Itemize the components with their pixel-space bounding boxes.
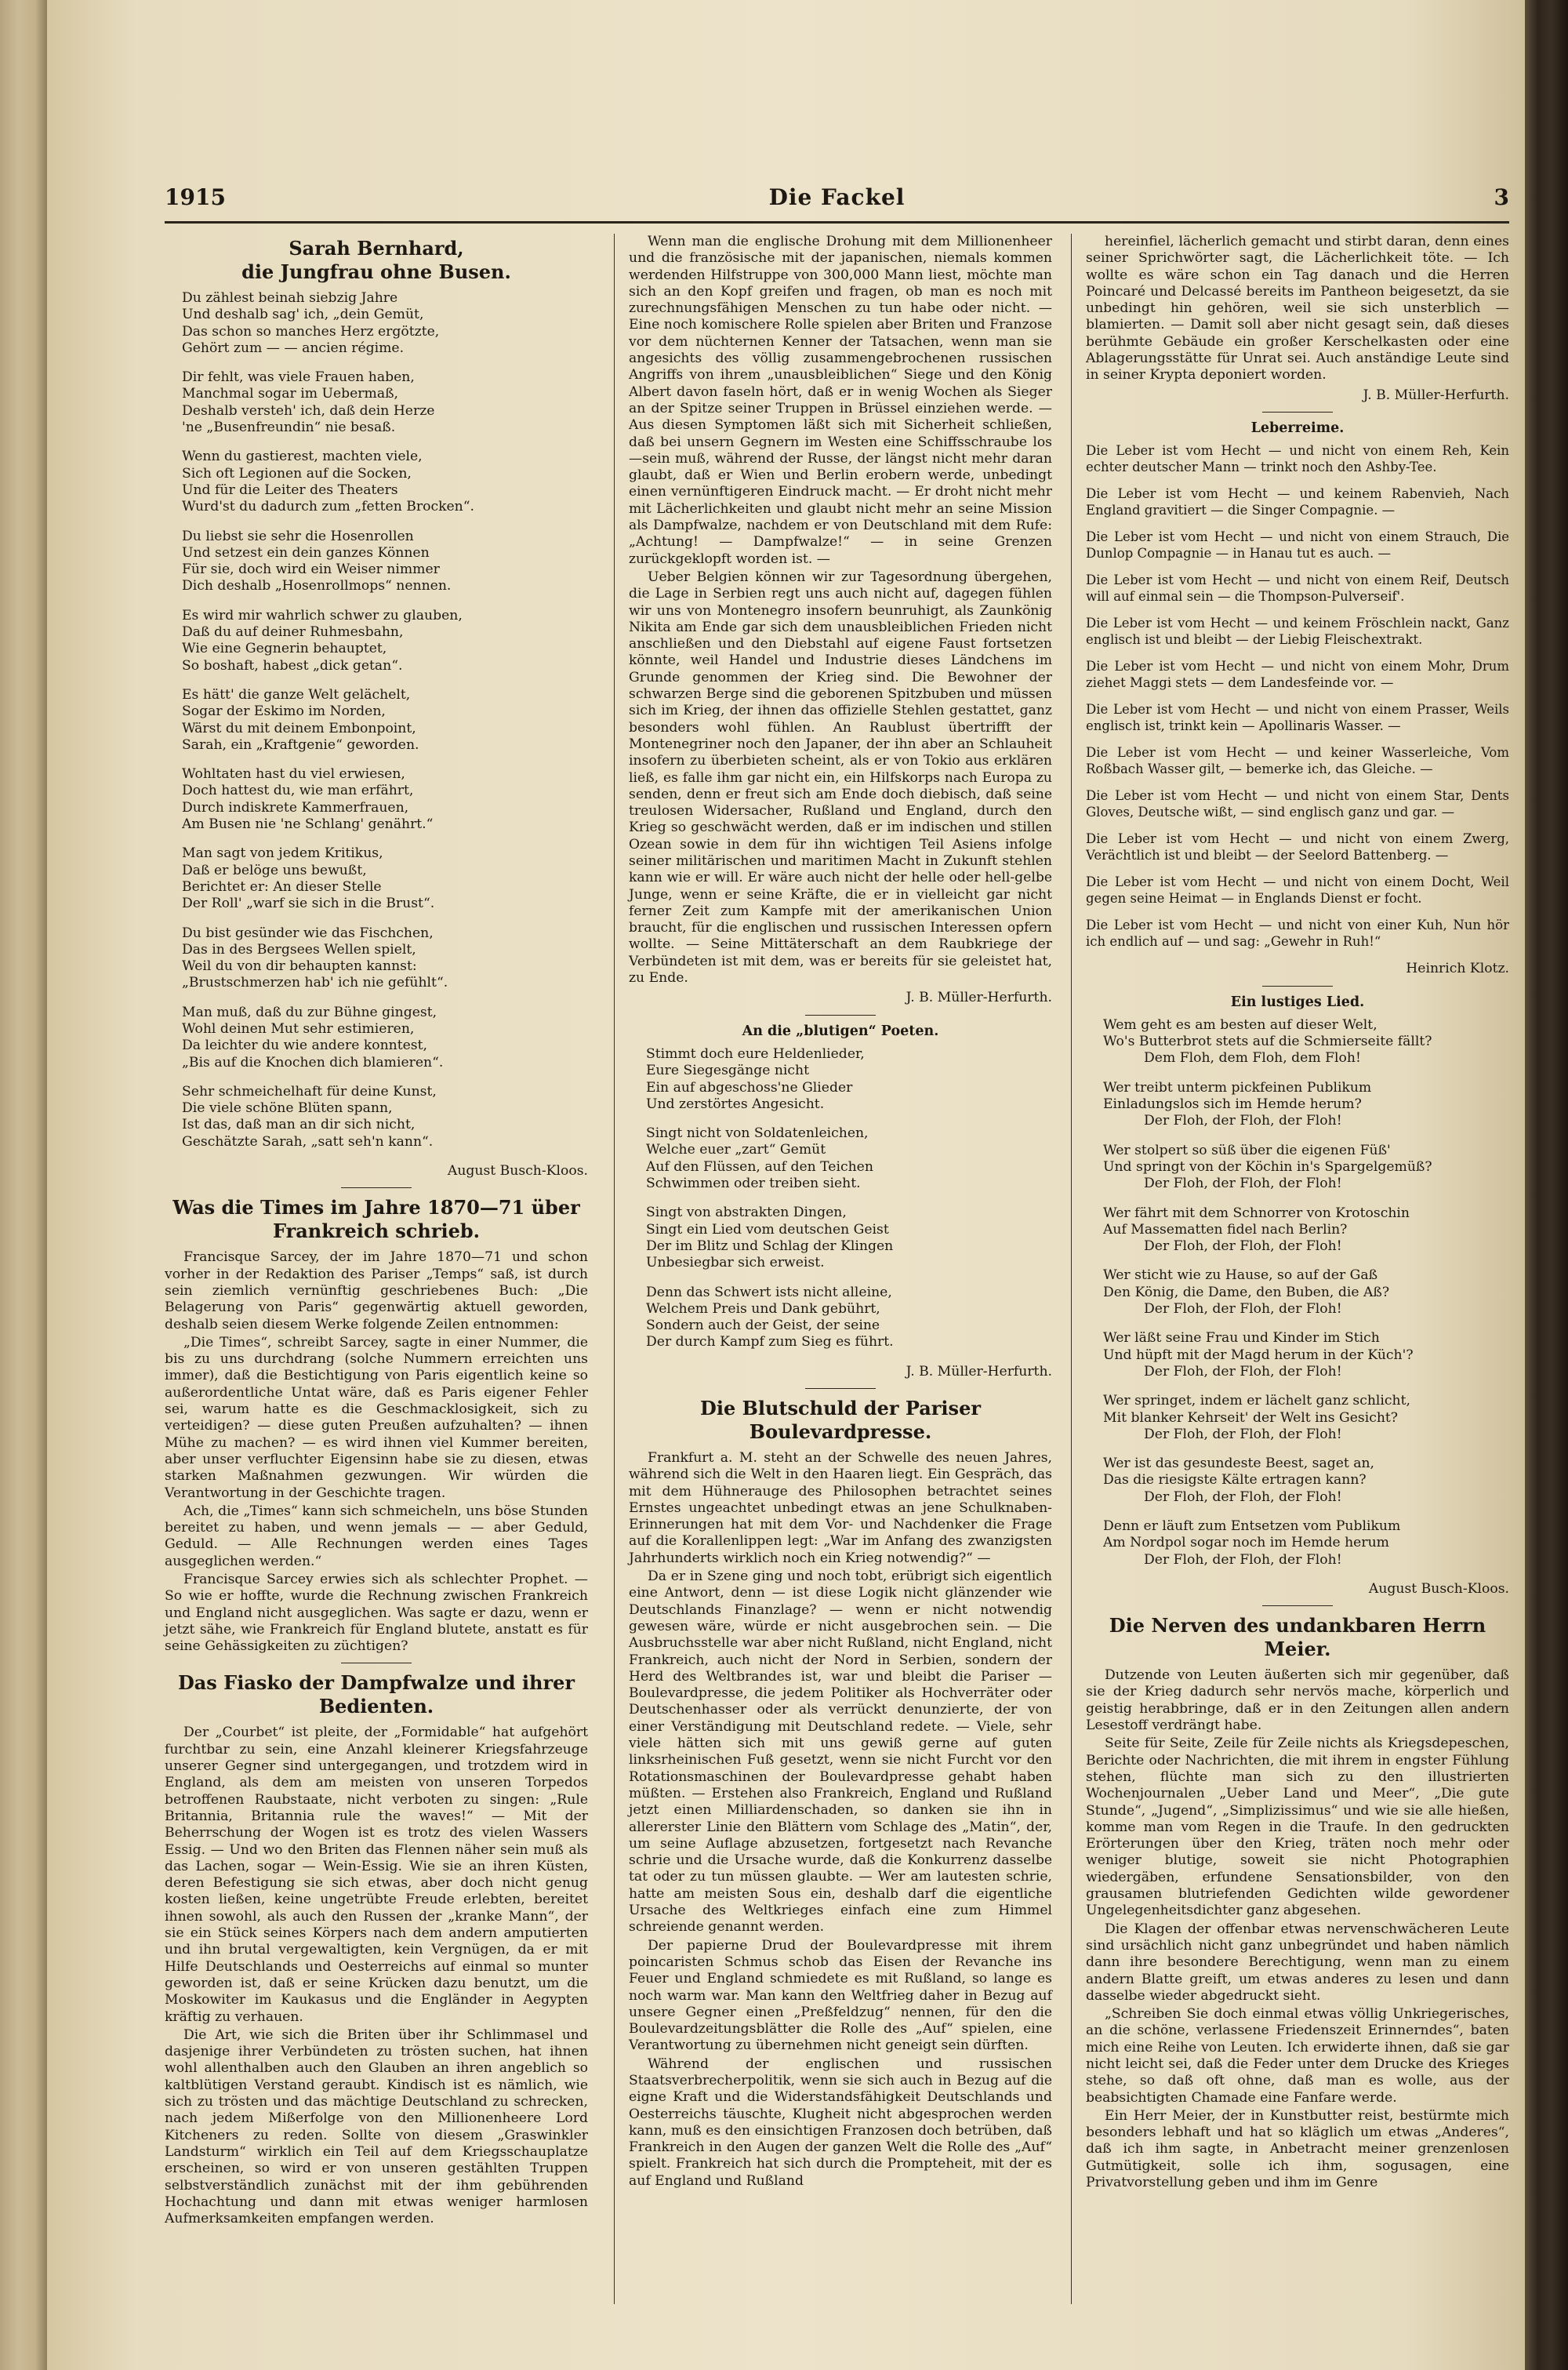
verse-line: Auf Massematten fidel nach Berlin?	[1103, 1221, 1348, 1238]
verse-line: So boshaft, habest „dick getan“.	[182, 657, 403, 674]
verse-line: Wie eine Gegnerin behauptet,	[182, 641, 387, 657]
verse-line: Der Floh, der Floh, der Floh!	[1144, 1363, 1342, 1379]
paragraph: Seite für Seite, Zeile für Zeile nichts als Kriegsdepeschen, Berichte oder Nachrichten, die mit ihrem in engster Fühlung stehen, flüchte man sich zu den illustrierten Wochenjournalen „Ueber Land und Meer“, „Die gute Stunde“, „Jugend“, „Simplizissimus“ und wie sie alle hießen, komme man vom Regen in die Traufe. In den gedruckten Erörterungen über den Krieg, träten noch mehr oder weniger blutige, soweit sie nicht Photographien wiedergäben, erfundene Sensationsbilder, von den grausamen blutriefenden Gedichten wilde gewordener Ungelegenheitsdichter ganz abgesehen.	[1086, 1736, 1509, 1919]
separator-rule	[805, 1388, 876, 1389]
verse-line: Der Floh, der Floh, der Floh!	[1144, 1176, 1342, 1192]
verse-line: Unbesiegbar sich erweist.	[646, 1255, 825, 1271]
author-signature: August Busch-Kloos.	[447, 1163, 588, 1180]
paragraph: hereinfiel, lächerlich gemacht und stirbt daran, denn eines seiner Sprichwörter sagt, die Lächerlichkeit töte. — Ich wollte es wäre schon ein Tag danach und die Herren Poincaré und Delcassé bereits im Pantheon beigesetzt, da sie unbedingt hin gehören, weil sie sich unsterblich — blamierten. — Damit soll aber nicht gesagt sein, daß dieses berühmte Gebäude ein großer Kerschelkasten oder eine Ablagerungsstätte für Unrat sei. Auch anständige Leute sind in seiner Krypta deponiert worden.	[1086, 234, 1509, 383]
verse-line: Der im Blitz und Schlag der Klingen	[646, 1238, 894, 1254]
article-title-lied: Ein lustiges Lied.	[1230, 994, 1365, 1010]
column-divider-2	[1071, 234, 1072, 2304]
separator-rule	[1262, 1605, 1333, 1606]
author-signature: J. B. Müller-Herfurth.	[906, 990, 1052, 1006]
verse-line: Denn er läuft zum Entsetzen vom Publikum	[1103, 1518, 1401, 1534]
separator-rule	[1262, 412, 1333, 413]
verse-line: Wer läßt seine Frau und Kinder im Stich	[1103, 1330, 1380, 1347]
stanza	[1103, 1518, 1509, 1568]
article-body-nerven	[1086, 1667, 1509, 2191]
verse-line: Wohl deinen Mut sehr estimieren,	[182, 1020, 415, 1037]
article-continuation	[1086, 234, 1509, 384]
stanza	[1103, 1393, 1509, 1443]
verse-line: Wohltaten hast du viel erwiesen,	[182, 766, 405, 783]
stanza	[182, 608, 588, 674]
verse-line: Wo's Butterbrot stets auf die Schmierseite fällt?	[1103, 1034, 1432, 1050]
paragraph: Die Leber ist vom Hecht — und nicht von einem Docht, Weil gegen seine Heimat — in Englands Dienst er focht.	[1086, 874, 1509, 906]
verse-line: Es hätt' die ganze Welt gelächelt,	[182, 686, 411, 703]
verse-line: Und für die Leiter des Theaters	[182, 482, 398, 498]
paragraph: Die Leber ist vom Hecht — und nicht von einem Prasser, Weils englisch ist, trinkt kein — Apollinaris Wasser. —	[1086, 702, 1509, 733]
verse-line: Wer stolpert so süß über die eigenen Füß'	[1103, 1142, 1391, 1158]
verse-line: Am Busen nie 'ne Schlang' genährt.“	[182, 816, 434, 833]
separator-rule	[1262, 986, 1333, 987]
article-title-nerven: Die Nerven des undankbaren Herrn Meier.	[1109, 1614, 1486, 1661]
book-binding-left	[0, 0, 47, 2370]
verse-line: Wer ist das gesundeste Beest, saget an,	[1103, 1456, 1375, 1472]
column-1	[165, 234, 588, 2229]
paragraph: Die Leber ist vom Hecht — und nicht von einem Reif, Deutsch will auf einmal sein — die Thompson-Pulverseif'.	[1086, 573, 1509, 604]
verse-line: Singt nicht von Soldatenleichen,	[646, 1125, 869, 1142]
verse-line: Das schon so manches Herz ergötzte,	[182, 323, 440, 340]
verse-line: Singt ein Lied vom deutschen Geist	[646, 1221, 889, 1238]
paragraph: Während der englischen und russischen Staatsverbrecherpolitik, wenn sie sich auch in Bezug auf die eigne Kraft und die Widerstandsfähigkeit Deutschlands und Oesterreichs täuschte, Klugheit nicht abgesprochen werden kann, muß es den einsichtigen Franzosen doch betrüben, daß Frankreich in den Augen der ganzen Welt die Rolle des „Auf“ spielt. Frankreich hat sich durch die Prompteheit, mit der es auf England und Rußland	[629, 2056, 1052, 2189]
header-rule	[165, 221, 1509, 224]
verse-line: Der durch Kampf zum Sieg es führt.	[646, 1334, 894, 1350]
verse-line: Deshalb versteh' ich, daß dein Herze	[182, 402, 435, 419]
article-title-fiasko: Das Fiasko der Dampfwalze und ihrer Bedienten.	[177, 1671, 575, 1718]
paragraph: Die Leber ist vom Hecht — und nicht von einer Kuh, Nun hör ich endlich auf — und sag: „Gewehr in Ruh!“	[1086, 918, 1509, 949]
verse-line: Welche euer „zart“ Gemüt	[646, 1142, 826, 1158]
verse-line: Der Roll' „warf sie sich in die Brust“.	[182, 896, 435, 912]
verse-line: Wenn du gastierest, machten viele,	[182, 449, 423, 465]
paragraph: Wenn man die englische Drohung mit dem Millionenheer und die französische mit der japanischen, niemals kommen werdenden Hilfstruppe von 300,000 Mann liest, möchte man sich an den Kopf greifen und fragen, ob man es noch mit zurechnungsfähigen Menschen zu tun habe oder nicht. — Eine noch komischere Rolle spielen aber Briten und Franzose vor dem nüchternen Kenner der Tatsachen, wenn man sie angesichts des völlig zusammengebrochenen russischen Angriffs von ihrem „unausbleiblichen“ Siege und den König Albert davon faseln hört, daß er in wenig Wochen als Sieger an der Spitze seiner Truppen in Brüssel einziehen werde. — Aus diesen Symptomen läßt sich mit Sicherheit schließen, daß bei unsern Gegnern im Westen eine Schiffsschraube los—sein muß, während der Russe, der längst nicht mehr daran glaubt, daß er Wien und Berlin erobern werde, unbedingt einen vernünftigeren Eindruck macht. — Er droht nicht mehr mit Lächerlichkeiten und glaubt nicht mehr an seine Mission als Dampfwalze, nachdem er von Deutschland mit dem Rufe: „Achtung! — Dampfwalze!“ — in seine Grenzen zurückgeklopft worden ist. —	[629, 234, 1052, 567]
verse-line: Manchmal sogar im Uebermaß,	[182, 386, 399, 402]
verse-line: Singt von abstrakten Dingen,	[646, 1205, 847, 1221]
verse-line: 'ne „Busenfreundin“ nie besaß.	[182, 420, 396, 436]
verse-line: Durch indiskrete Kammerfrauen,	[182, 799, 409, 816]
paragraph: Die Leber ist vom Hecht — und nicht von einem Reh, Kein echter deutscher Mann — trinkt noch den Ashby-Tee.	[1086, 443, 1509, 474]
verse-line: „Bis auf die Knochen dich blamieren“.	[182, 1054, 444, 1070]
page-header	[165, 184, 1509, 216]
paragraph: Die Art, wie sich die Briten über ihr Schlimmasel und dasjenige ihrer Verbündeten zu trösten suchen, hat ihnen wohl allenthalben auch den Glauben an ihren angeblich so kaltblütigen Verstand geraubt. Kindisch ist es nämlich, wie sich zu trösten und das mächtige Deutschland zu schrecken, nach jedem Mißerfolge von den Millionenheere Lord Kitcheners zu reden. Sollte von diesem „Graswinkler Landsturm“ wirklich ein Teil auf dem Kriegsschauplatze erscheinen, so wird er von unseren gestählten Truppen selbstverständlich zunächst mit der ihm gebührenden Hochachtung und dann mit etwas weniger harmlosen Aufmerksamkeiten empfangen werden.	[165, 2026, 588, 2227]
stanza	[646, 1125, 1052, 1192]
verse-line: Stimmt doch eure Heldenlieder,	[646, 1045, 865, 1062]
article-title-poets: An die „blutigen“ Poeten.	[742, 1023, 939, 1039]
stanza	[646, 1046, 1052, 1113]
verse-line: Wärst du mit deinem Embonpoint,	[182, 720, 416, 736]
stanza	[1103, 1330, 1509, 1380]
author-signature: August Busch-Kloos.	[1368, 1580, 1509, 1597]
verse-line: Dir fehlt, was viele Frauen haben,	[182, 369, 415, 386]
verse-line: Man sagt von jedem Kritikus,	[182, 845, 383, 862]
sarah-subtitle: die Jungfrau ohne Busen.	[241, 260, 511, 283]
verse-line: Und hüpft mit der Magd herum in der Küch'?	[1103, 1347, 1414, 1363]
verse-line: Denn das Schwert ists nicht alleine,	[646, 1284, 892, 1300]
stanza	[182, 845, 588, 912]
verse-line: Für sie, doch wird ein Weiser nimmer	[182, 562, 440, 578]
verse-line: Auf den Flüssen, auf den Teichen	[646, 1158, 873, 1175]
verse-line: Wer sticht wie zu Hause, so auf der Gaß	[1103, 1267, 1378, 1284]
verse-line: Es wird mir wahrlich schwer zu glauben,	[182, 607, 463, 623]
stanza	[182, 1084, 588, 1150]
verse-line: Der Floh, der Floh, der Floh!	[1144, 1113, 1342, 1129]
verse-line: Sich oft Legionen auf die Socken,	[182, 465, 412, 482]
article-body-fiasko	[165, 1725, 588, 2227]
paragraph: Die Leber ist vom Hecht — und nicht von einem Zwerg, Verächtlich ist und bleibt — der Seelord Battenberg. —	[1086, 831, 1509, 863]
article-title-times: Was die Times im Jahre 1870—71 über Frankreich schrieb.	[172, 1196, 580, 1243]
paragraph: Die Leber ist vom Hecht — und keiner Wasserleiche, Vom Roßbach Wasser gilt, — bemerke ich, das Gleiche. —	[1086, 745, 1509, 776]
verse-line: Weil du von dir behaupten kannst:	[182, 958, 417, 975]
stanza	[182, 1005, 588, 1071]
verse-line: Sarah, ein „Kraftgenie“ geworden.	[182, 736, 419, 753]
verse-line: Wer treibt unterm pickfeinen Publikum	[1103, 1079, 1372, 1096]
verse-line: Der Floh, der Floh, der Floh!	[1144, 1489, 1342, 1505]
poem-lied	[1103, 1017, 1509, 1568]
author-signature: J. B. Müller-Herfurth.	[1363, 387, 1509, 403]
verse-line: Ist das, daß man an dir sich nicht,	[182, 1117, 416, 1133]
verse-line: Ein auf abgeschoss'ne Glieder	[646, 1079, 853, 1096]
stanza	[1103, 1456, 1509, 1506]
paragraph: Frankfurt a. M. steht an der Schwelle des neuen Jahres, während sich die Welt in den Haaren liegt. Ein Gespräch, das mit dem Hühnerauge des Philosophen betrachtet seines Ernstes ungeachtet unbedingt etwas an jene Schulknaben-Erinnerungen hat mit dem Vor- und Nachdenker die Frage auf die Korallenlippen legt: „War im Anfang des zwanzigsten Jahrhunderts wirklich noch ein Krieg notwendig?“ —	[629, 1450, 1052, 1566]
verse-line: Einladungslos sich im Hemde herum?	[1103, 1096, 1362, 1113]
stanza	[182, 687, 588, 754]
verse-line: Schwimmen oder treiben sieht.	[646, 1176, 861, 1192]
verse-line: Du zählest beinah siebzig Jahre	[182, 290, 398, 306]
paragraph: Francisque Sarcey erwies sich als schlechter Prophet. — So wie er hoffte, wurde die Rechnung zwischen Frankreich und England nicht ausgeglichen. Was sagte er dazu, wenn er jetzt sähe, wie Frankreich für England blutete, anstatt es für seine Gehässigkeiten zu züchtigen?	[165, 1572, 588, 1655]
verse-line: „Brustschmerzen hab' ich nie gefühlt“.	[182, 975, 448, 991]
verse-line: Berichtet er: An dieser Stelle	[182, 878, 382, 895]
header-title: Die Fackel	[768, 184, 906, 210]
column-3	[1086, 234, 1509, 2193]
verse-line: Geschätzte Sarah, „satt seh'n kann“.	[182, 1133, 434, 1150]
verse-line: Gehört zum — — ancien régime.	[182, 340, 405, 356]
author-signature: J. B. Müller-Herfurth.	[906, 1363, 1052, 1379]
paragraph: Der „Courbet“ ist pleite, der „Formidable“ hat aufgehört furchtbar zu sein, eine Anzahl kleinerer Kriegsfahrzeuge unserer Gegner sind untergegangen, und trotzdem wird in England, als dem am meisten von unseren Torpedos betroffenen Raubstaate, nicht verboten zu singen: „Rule Britannia, Britannia rule the waves!“ — Mit der Beherrschung der Wogen ist es trotz des vielen Wassers Essig. — Und wo den Briten das Flennen näher sein muß als das Lachen, sogar — Wein-Essig. Wie sie an ihren Küsten, deren Befestigung sie sich etwas, aber doch nicht genug kosten ließen, keine ungetrübte Freude erlebten, bereitet ihnen sowohl, als auch den Russen der „kranke Mann“, der sie ein Stück seines Körpers nach dem andern amputierten und ihn brutal vergewaltigten, kein Vergnügen, da er mit Hilfe Deutschlands und Oesterreichs auf einmal so munter geworden ist, daß er seine Krücken dazu benutzt, um die Moskowiter im Kaukasus und die Engländer in Aegypten kräftig zu verhauen.	[165, 1725, 588, 2025]
verse-line: Wem geht es am besten auf dieser Welt,	[1103, 1016, 1377, 1033]
poem-poets	[646, 1046, 1052, 1351]
article-continuation	[629, 234, 1052, 987]
verse-line: Du liebst sie sehr die Hosenrollen	[182, 528, 414, 544]
verse-line: Man muß, daß du zur Bühne gingest,	[182, 1004, 437, 1020]
stanza	[1103, 1205, 1509, 1256]
verse-line: Daß du auf deiner Ruhmesbahn,	[182, 624, 404, 641]
verse-line: Sogar der Eskimo im Norden,	[182, 703, 386, 720]
verse-line: Wurd'st du dadurch zum „fetten Brocken“.	[182, 499, 474, 515]
paragraph: Die Leber ist vom Hecht — und nicht von einem Mohr, Drum ziehet Maggi stets — dem Landesfeinde vor. —	[1086, 659, 1509, 690]
paragraph: Da er in Szene ging und noch tobt, erübrigt sich eigentlich eine Antwort, denn — ist diese Logik nicht glänzender wie Deutschlands Finanzlage? — wenn er nicht notwendig gewesen wäre, würde er nicht ausgebrochen sein. — Die Ausbruchsstelle war aber nicht Rußland, nicht England, nicht Frankreich, auch nicht der Nord in Serbien, sondern der Herd des Weltbrandes ist, war und bleibt die Pariser — Boulevardpresse, die jedem Politiker als Hochverräter oder Deutschenhasser oder als verrückt denunzierte, der von einer Verständigung mit Deutschland redete. — Viele, sehr viele hätten sich mit uns gewiß gerne auf guten linksrheinischen Fuß gesetzt, wenn sie nicht Furcht vor den Rotationsmaschinen der Boulevardpresse gehabt haben müßten. — Erstehen also Frankreich, England und Rußland jetzt einen Milliardenschaden, so danken sie ihn in allererster Linie den Blättern vom Schlage des „Matin“, der, um seine Auflage abzusetzen, fortgesetzt nach Revanche schrie und die Ursache wurde, daß die Konkurrenz dasselbe tat oder zu tun müssen glaubte. — Wer am lautesten schrie, hatte am meisten Sous ein, deshalb darf die eigentliche Ursache des Weltkrieges einfach eine zum Himmel schreiende genannt werden.	[629, 1568, 1052, 1936]
verse-line: Dich deshalb „Hosenrollmops“ nennen.	[182, 578, 452, 594]
stanza	[1103, 1143, 1509, 1193]
verse-line: Sehr schmeichelhaft für deine Kunst,	[182, 1083, 437, 1100]
column-divider-1	[614, 234, 615, 2304]
verse-line: Wer fährt mit dem Schnorrer von Krotoschin	[1103, 1205, 1410, 1221]
paragraph: „Die Times“, schreibt Sarcey, sagte in einer Nummer, die bis zu uns durchdrang (solche Nummern erreichten uns immer), daß die Bestichtigung von Paris eigentlich keine so außerordentliche Untat wäre, daß es Paris eigener Fehler sei, warum hatte es die Geschmacklosigkeit, sich zu verteidigen? — diese guten Preußen aufzuhalten? — ihnen Mühe zu machen? — es wird ihnen viel Kummer bereiten, aber unser verfluchter Eigensinn habe sie zu diesen, etwas starken Maßnahmen gezwungen. Wir würden die Verantwortung in der Geschichte tragen.	[165, 1334, 588, 1501]
article-title-leberreime: Leberreime.	[1250, 420, 1345, 436]
author-signature: Heinrich Klotz.	[1406, 961, 1509, 977]
verse-line: Und deshalb sag' ich, „dein Gemüt,	[182, 307, 424, 323]
paragraph: Dutzende von Leuten äußerten sich mir gegenüber, daß sie der Krieg dadurch sehr nervös mache, körperlich und geistig herabbringe, daß er in den Zeitungen allen andern Lesestoff verdrängt habe.	[1086, 1667, 1509, 1734]
paragraph: Der papierne Drud der Boulevardpresse mit ihrem poincaristen Schmus schob das Eisen der Revanche ins Feuer und England schmiedete es mit Rußland, so lange es noch warm war. Man kann den Weltfrieg daher in Bezug auf unsere Gegner einen „Preßfeldzug“ nennen, für den die Boulevardzeitungsblätter die Rolle des „Auf“ spielen, eine Verantwortung zu übernehmen nicht geneigt sein dürften.	[629, 1937, 1052, 2054]
newspaper-page	[47, 0, 1525, 2370]
stanza	[182, 290, 588, 357]
article-body-blutschuld	[629, 1450, 1052, 2190]
verse-line: Mit blanker Kehrseit' der Welt ins Gesicht?	[1103, 1409, 1399, 1426]
verse-line: Der Floh, der Floh, der Floh!	[1144, 1301, 1342, 1318]
verse-line: Den König, die Dame, den Buben, die Aß?	[1103, 1284, 1390, 1300]
verse-line: Und springt von der Köchin in's Spargelgemüß?	[1103, 1158, 1432, 1175]
stanza	[182, 529, 588, 595]
stanza	[1103, 1017, 1509, 1067]
paragraph: Francisque Sarcey, der im Jahre 1870—71 und schon vorher in der Redaktion des Pariser „Temps“ saß, ist durch sein ziemlich vernünftig geschriebenes Buch: „Die Belagerung von Paris“ gegenwärtig aktuell geworden, deshalb seien diesem Werke folgende Zeilen entnommen:	[165, 1249, 588, 1332]
stanza	[646, 1205, 1052, 1271]
book-edge-right	[1525, 0, 1568, 2370]
verse-line: Die viele schöne Blüten spann,	[182, 1100, 393, 1117]
stanza	[1103, 1267, 1509, 1318]
paragraph: Die Leber ist vom Hecht — und nicht von einem Star, Dents Gloves, Deutsche wißt, — sind englisch ganz und gar. —	[1086, 788, 1509, 820]
article-title-sarah	[165, 237, 588, 284]
verse-line: Und setzest ein dein ganzes Können	[182, 544, 430, 561]
verse-line: Der Floh, der Floh, der Floh!	[1144, 1551, 1342, 1568]
stanza	[182, 925, 588, 992]
article-title-blutschuld: Die Blutschuld der Pariser Boulevardpresse.	[700, 1397, 981, 1443]
verse-line: Du bist gesünder wie das Fischchen,	[182, 925, 434, 941]
paragraph: Die Leber ist vom Hecht — und nicht von einem Strauch, Die Dunlop Compagnie — in Hanau tut es auch. —	[1086, 529, 1509, 561]
sarah-title: Sarah Bernhard,	[289, 237, 464, 260]
paragraph: Ueber Belgien können wir zur Tagesordnung übergehen, die Lage in Serbien regt uns auch nicht auf, dagegen fühlen wir uns von Montenegro insofern beunruhigt, als Zaunkönig Nikita am Ende gar sich dem unausbleiblichen Frieden nicht anschließen und den Diebstahl auf eigene Faust fortsetzen könnte, weil Handel und Industrie dieses Ländchens im Grunde genommen der Krieg sind. Die Bewohner der schwarzen Berge sind die geborenen Spitzbuben und müssen sich im Krieg, der ihnen das offizielle Stehlen gestattet, ganz besonders wohl fühlen. An Raublust übertrifft der Montenegriner noch den Japaner, der ihn aber an Schlauheit insofern zu überbieten scheint, als er von Tokio aus erklären ließ, es falle ihm gar nicht ein, ein Hilfskorps nach Europa zu senden, denn er freut sich am Ende doch diebisch, daß seine treulosen Widersacher, Rußland und England, durch den Krieg so geschwächt werden, daß er im indischen und stillen Ozean sowie in dem für ihn wichtigen Teil Asiens infolge seiner militärischen und maritimen Macht in Zukunft stehlen kann wie er will. Er wäre auch nicht der helle oder hell-gelbe Junge, wenn er seine Kräfte, die er in vielleicht gar nicht ferner Zeit zum Kampfe mit der amerikanischen Union braucht, für die englischen und russischen Interessen opfern wollte. — Seine Mittäterschaft an dem Raubkriege der Verbündeten ist mit dem, was er bereits für sie geleistet hat, zu Ende.	[629, 569, 1052, 987]
verse-line: Sondern auch der Geist, der seine	[646, 1318, 880, 1334]
verse-line: Wer springet, indem er lächelt ganz schlicht,	[1103, 1393, 1410, 1409]
stanza	[182, 449, 588, 515]
stanza	[1103, 1080, 1509, 1130]
poem-sarah	[182, 290, 588, 1150]
header-year: 1915	[165, 184, 226, 210]
paragraph: Ach, die „Times“ kann sich schmeicheln, uns böse Stunden bereitet zu haben, und wenn jemals — — aber Geduld, Geduld. — Alle Rechnungen werden eines Tages ausgeglichen werden.“	[165, 1503, 588, 1569]
verse-line: Der Floh, der Floh, der Floh!	[1144, 1426, 1342, 1442]
verse-line: Welchem Preis und Dank gebührt,	[646, 1300, 880, 1317]
verse-line: Doch hattest du, wie man erfährt,	[182, 783, 414, 799]
verse-line: Der Floh, der Floh, der Floh!	[1144, 1238, 1342, 1255]
verse-line: Eure Siegesgänge nicht	[646, 1063, 810, 1079]
separator-rule	[341, 1187, 412, 1188]
verse-line: Das in des Bergsees Wellen spielt,	[182, 941, 416, 958]
verse-line: Daß er belöge uns bewußt,	[182, 862, 367, 878]
paragraph: Die Klagen der offenbar etwas nervenschwächeren Leute sind ursächlich nicht ganz unbegründet und haben nämlich dann ihre besondere Berechtigung, wenn man zu einem andern Blatte greift, um etwas anderes zu lesen und dann dasselbe wieder abgedruckt sieht.	[1086, 1921, 1509, 2004]
stanza	[182, 766, 588, 833]
stanza	[182, 369, 588, 436]
verse-line: Das die riesigste Kälte ertragen kann?	[1103, 1472, 1367, 1489]
paragraph: Ein Herr Meier, der in Kunstbutter reist, bestürmte mich besonders lebhaft und hat so kläglich um etwas „Anderes“, daß ich ihm sagte, in Anbetracht meiner grenzenlosen Gutmütigkeit, solle ich ihm, sogusagen, eine Privatvorstellung geben und ihm im Genre	[1086, 2107, 1509, 2191]
verse-line: Und zerstörtes Angesicht.	[646, 1096, 825, 1112]
verse-line: Da leichter du wie andere konntest,	[182, 1038, 428, 1054]
separator-rule	[805, 1015, 876, 1016]
poem-leberreime	[1086, 443, 1509, 950]
header-page-number: 3	[1494, 184, 1509, 210]
paragraph: „Schreiben Sie doch einmal etwas völlig Unkriegerisches, an die schöne, verlassene Friedenszeit Erinnerndes“, baten mich eine Reihe von Leuten. Ich erwiderte ihnen, daß sie gar nicht leicht sei, daß die Feder unter dem Drucke des Krieges stehe, so daß oft ohne, daß man es wolle, aus der beabsichtigten Chamade eine Fanfare werde.	[1086, 2006, 1509, 2106]
stanza	[646, 1285, 1052, 1351]
paragraph: Die Leber ist vom Hecht — und keinem Rabenvieh, Nach England gravitiert — die Singer Compagnie. —	[1086, 486, 1509, 518]
article-body-times	[165, 1249, 588, 1655]
verse-line: Am Nordpol sogar noch im Hemde herum	[1103, 1535, 1389, 1551]
paragraph: Die Leber ist vom Hecht — und keinem Fröschlein nackt, Ganz englisch ist und bleibt — der Liebig Fleischextrakt.	[1086, 616, 1509, 647]
column-2	[629, 234, 1052, 2191]
verse-line: Dem Floh, dem Floh, dem Floh!	[1144, 1050, 1361, 1067]
